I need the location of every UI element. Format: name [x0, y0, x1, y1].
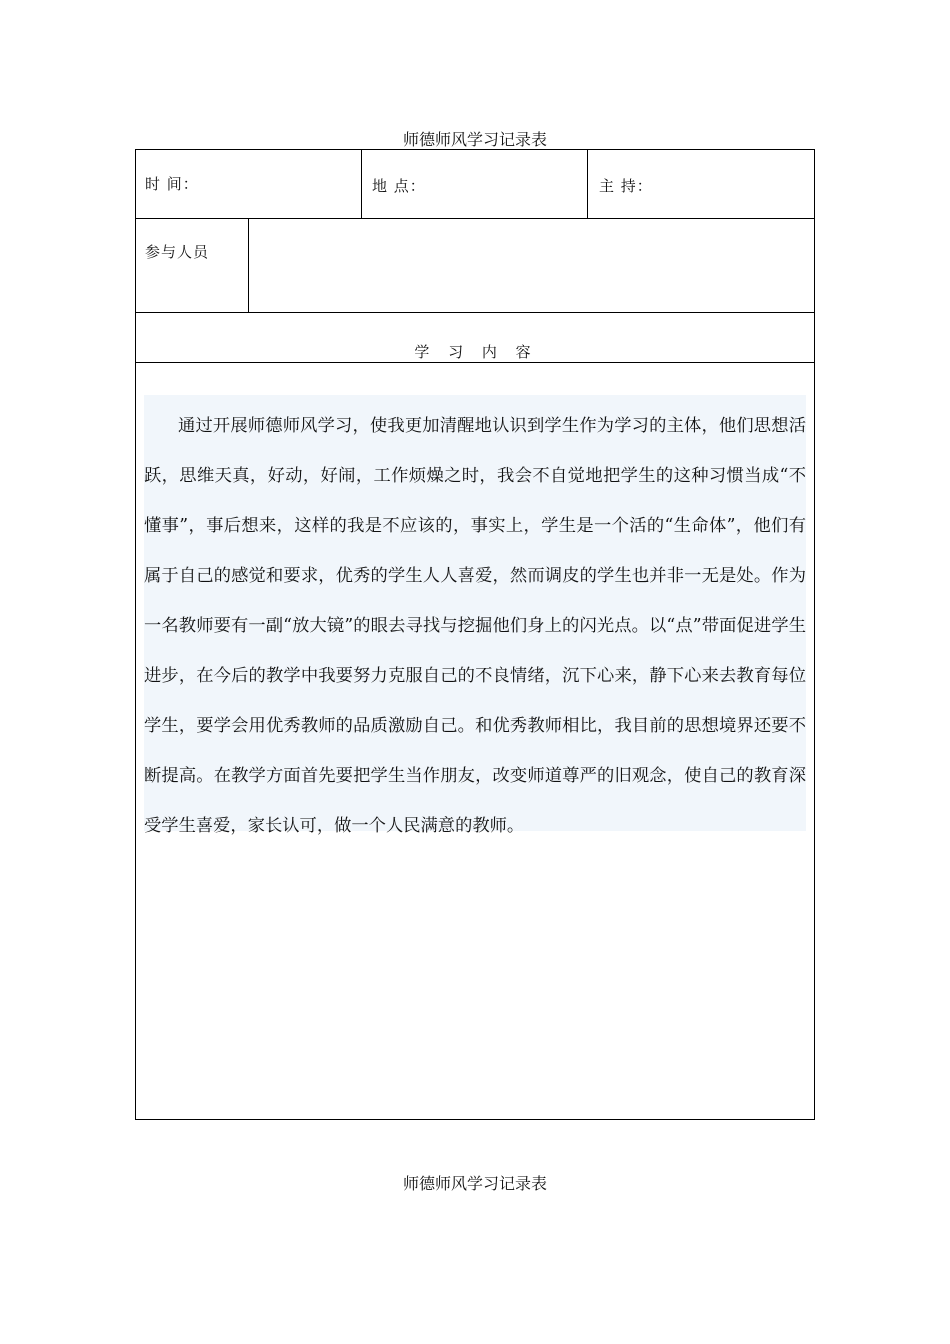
place-label: 地 点：: [372, 177, 426, 195]
record-form-table: [135, 149, 815, 1120]
row-divider: [136, 362, 814, 363]
row-divider: [136, 312, 814, 313]
host-label: 主 持：: [599, 177, 653, 195]
study-content-text: 通过开展师德师风学习，使我更加清醒地认识到学生作为学习的主体，他们思想活跃，思维天真，好动，好闹，工作烦燥之时，我会不自觉地把学生的这种习惯当成“不懂事”，事后想来，这样的我是不应该的，事实上，学生是一个活的“生命体”，他们有属于自己的感觉和要求，优秀的学生人人喜爱，然而调皮的学生也并非一无是处。作为一名教师要有一副“放大镜”的眼去寻找与挖掘他们身上的闪光点。以“点”带面促进学生进步，在今后的教学中我要努力克服自己的不良情绪，沉下心来，静下心来去教育每位学生，要学会用优秀教师的品质激励自己。和优秀教师相比，我目前的思想境界还要不断提高。在教学方面首先要把学生当作朋友，改变师道尊严的旧观念，使自己的教育深受学生喜爱，家长认可，做一个人民满意的教师。: [144, 416, 806, 836]
time-label: 时 间：: [145, 175, 199, 193]
participants-label: 参与人员: [145, 243, 210, 261]
section-heading: 学 习 内 容: [414, 343, 538, 361]
column-divider: [248, 218, 249, 312]
column-divider: [587, 150, 588, 218]
row-divider: [136, 218, 814, 219]
column-divider: [361, 150, 362, 218]
document-title: 师德师风学习记录表: [402, 130, 547, 149]
document-title-repeat: 师德师风学习记录表: [402, 1174, 547, 1193]
